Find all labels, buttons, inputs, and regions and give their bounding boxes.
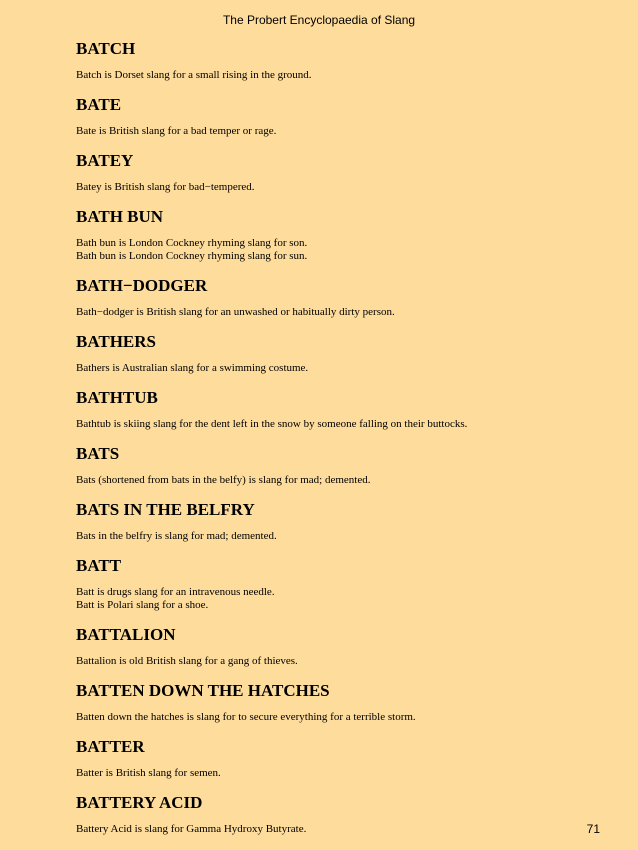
entry-headword: BATE bbox=[76, 95, 122, 114]
entry-headword: BATS bbox=[76, 444, 120, 463]
entry bbox=[76, 94, 576, 138]
entry-definition: Bathers is Australian slang for a swimming costume. bbox=[76, 362, 309, 374]
entry bbox=[76, 555, 576, 612]
entry-definition: Batten down the hatches is slang for to secure everything for a terrible storm. bbox=[76, 711, 416, 723]
entry-definition: Bath bun is London Cockney rhyming slang for son. bbox=[76, 237, 308, 249]
entry bbox=[76, 275, 576, 319]
entry bbox=[76, 331, 576, 375]
entry bbox=[76, 38, 576, 82]
entry-headword: BATHTUB bbox=[76, 388, 158, 407]
entry-definition: Bats in the belfry is slang for mad; demented. bbox=[76, 530, 277, 542]
entry-definition: Bath bun is London Cockney rhyming slang for sun. bbox=[76, 250, 308, 262]
entry-definition: Bate is British slang for a bad temper or rage. bbox=[76, 125, 277, 137]
entry bbox=[76, 792, 576, 836]
entry-list bbox=[76, 38, 576, 848]
entry bbox=[76, 736, 576, 780]
entry-headword: BATT bbox=[76, 556, 122, 575]
entry-headword: BATHERS bbox=[76, 332, 156, 351]
entry bbox=[76, 624, 576, 668]
entry-definition: Battalion is old British slang for a gang of thieves. bbox=[76, 655, 298, 667]
entry-definition: Batt is Polari slang for a shoe. bbox=[76, 599, 209, 611]
entry-definition: Bats (shortened from bats in the belfy) is slang for mad; demented. bbox=[76, 474, 371, 486]
entry-headword: BATS IN THE BELFRY bbox=[76, 500, 255, 519]
entry-headword: BATEY bbox=[76, 151, 134, 170]
entry-definition: Batter is British slang for semen. bbox=[76, 767, 221, 779]
entry-definition: Bathtub is skiing slang for the dent left in the snow by someone falling on their buttocks. bbox=[76, 418, 468, 430]
entry bbox=[76, 443, 576, 487]
entry bbox=[76, 150, 576, 194]
entry-headword: BATH BUN bbox=[76, 207, 164, 226]
entry-definition: Battery Acid is slang for Gamma Hydroxy Butyrate. bbox=[76, 823, 307, 835]
entry-definition: Batch is Dorset slang for a small rising in the ground. bbox=[76, 69, 312, 81]
entry-headword: BATTER bbox=[76, 737, 145, 756]
entry-headword: BATTERY ACID bbox=[76, 793, 203, 812]
entry-definition: Batt is drugs slang for an intravenous needle. bbox=[76, 586, 275, 598]
entry bbox=[76, 680, 576, 724]
page-number: 71 bbox=[586, 822, 600, 836]
entry-definition: Batey is British slang for bad−tempered. bbox=[76, 181, 255, 193]
entry-headword: BATCH bbox=[76, 39, 136, 58]
entry-headword: BATH−DODGER bbox=[76, 276, 208, 295]
entry bbox=[76, 499, 576, 543]
entry-definition: Bath−dodger is British slang for an unwashed or habitually dirty person. bbox=[76, 306, 395, 318]
running-header: The Probert Encyclopaedia of Slang bbox=[222, 13, 416, 27]
entry-headword: BATTALION bbox=[76, 625, 176, 644]
entry bbox=[76, 387, 576, 431]
entry bbox=[76, 206, 576, 263]
entry-headword: BATTEN DOWN THE HATCHES bbox=[76, 681, 330, 700]
